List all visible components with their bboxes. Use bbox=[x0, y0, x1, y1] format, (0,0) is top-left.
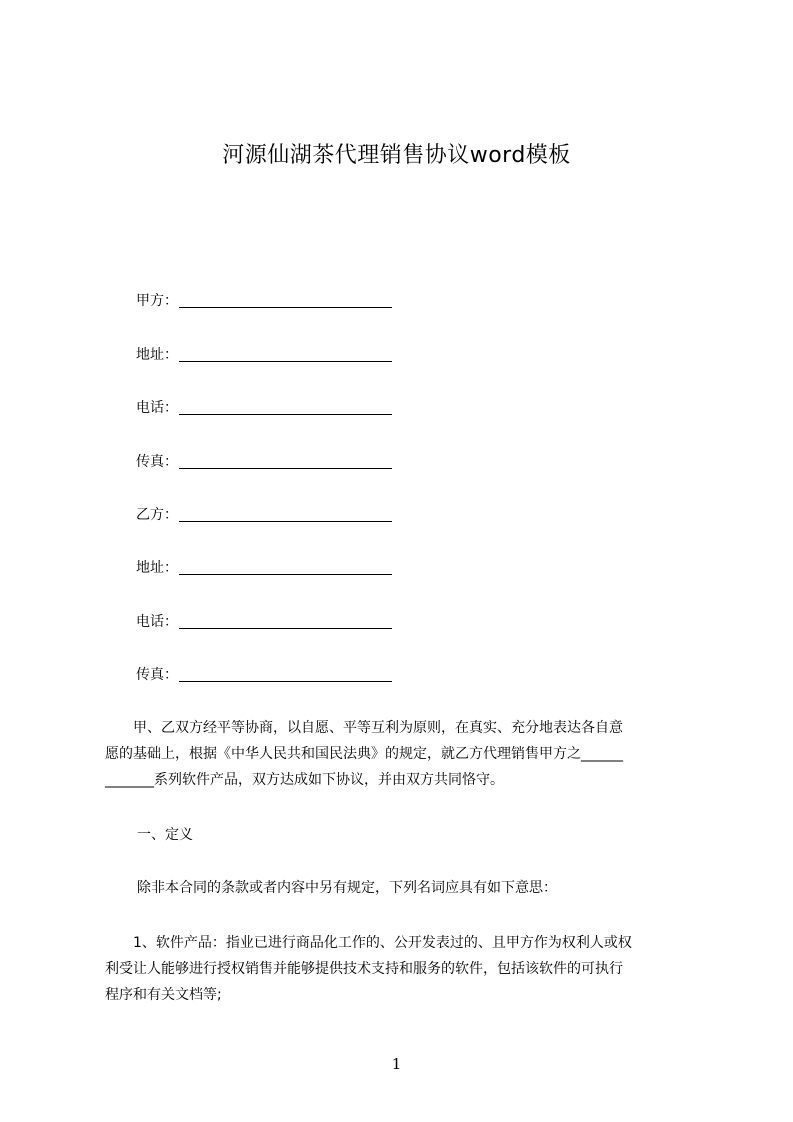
definition-intro: 除非本合同的条款或者内容中另有规定，下列名词应具有如下意思： bbox=[137, 880, 557, 896]
party-a-phone-label: 电话： bbox=[136, 400, 178, 416]
party-b-address-field bbox=[136, 558, 392, 578]
intro-line: 甲、乙双方经平等协商，以自愿、平等互利为原则，在真实、充分地表达各自意 bbox=[105, 720, 623, 736]
party-b-phone-field bbox=[136, 612, 392, 632]
section-heading: 一、定义 bbox=[137, 827, 193, 843]
party-a-address-field bbox=[136, 345, 392, 365]
party-b-label: 乙方： bbox=[136, 507, 178, 523]
party-a-label: 甲方： bbox=[136, 293, 178, 309]
party-b-phone-label: 电话： bbox=[136, 614, 178, 630]
party-a-address-blank bbox=[179, 347, 392, 362]
party-a-field bbox=[136, 291, 392, 311]
page-number: 1 bbox=[391, 1055, 402, 1073]
party-b-address-blank bbox=[179, 560, 392, 575]
clause-line: 1、软件产品：指业已进行商品化工作的、公开发表过的、且甲方作为权利人或权 bbox=[105, 935, 632, 951]
party-a-phone-blank bbox=[179, 400, 392, 415]
party-b-blank bbox=[179, 507, 392, 522]
party-b-field bbox=[136, 505, 392, 525]
party-b-fax-field bbox=[136, 665, 392, 685]
document-title: 河源仙湖茶代理销售协议word模板 bbox=[222, 143, 571, 168]
intro-paragraph bbox=[105, 715, 715, 793]
party-a-address-label: 地址： bbox=[136, 347, 178, 363]
clause-line: 利受让人能够进行授权销售并能够提供技术支持和服务的软件，包括该软件的可执行 bbox=[105, 961, 623, 977]
party-b-address-label: 地址： bbox=[136, 560, 178, 576]
party-b-fax-blank bbox=[179, 667, 392, 682]
intro-line: _______系列软件产品，双方达成如下协议，并由双方共同恪守。 bbox=[105, 772, 504, 788]
clause-line: 程序和有关文档等; bbox=[105, 987, 222, 1003]
party-a-fax-blank bbox=[179, 454, 392, 469]
party-b-phone-blank bbox=[179, 614, 392, 629]
party-a-fax-field bbox=[136, 452, 392, 472]
party-a-phone-field bbox=[136, 398, 392, 418]
party-a-fax-label: 传真： bbox=[136, 454, 178, 470]
party-a-blank bbox=[179, 293, 392, 308]
intro-line: 愿的基础上，根据《中华人民共和国民法典》的规定，就乙方代理销售甲方之______ bbox=[105, 746, 623, 762]
party-b-fax-label: 传真： bbox=[136, 667, 178, 683]
clause-1-paragraph bbox=[105, 930, 715, 1008]
